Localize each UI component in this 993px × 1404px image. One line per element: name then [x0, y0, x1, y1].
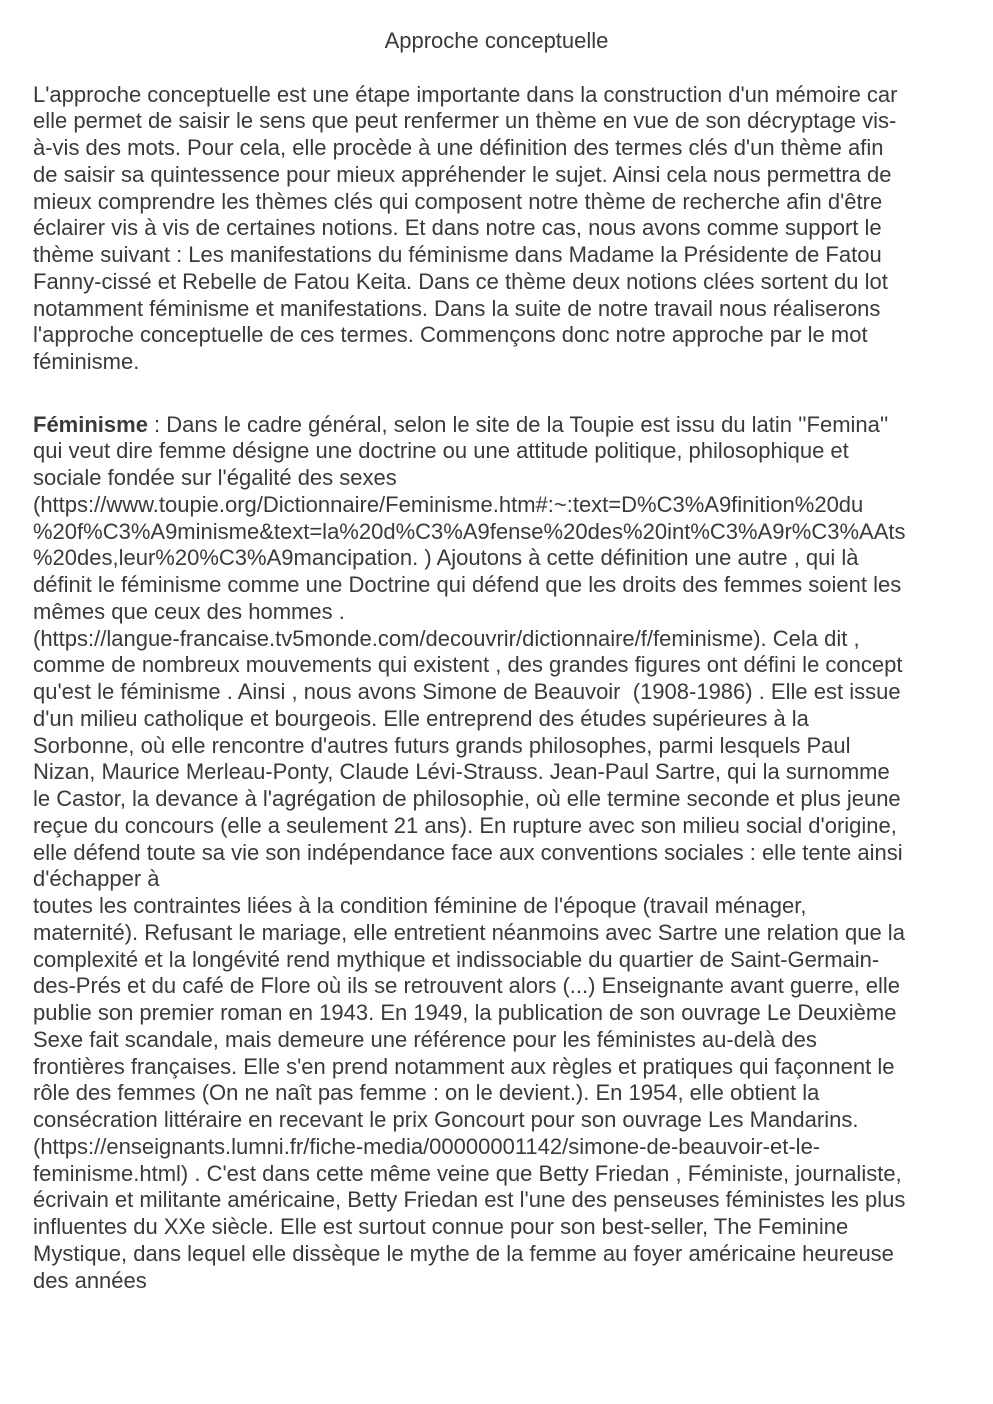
- text-line: L'approche conceptuelle est une étape importante dans la construction d'un mémoire car: [33, 81, 898, 107]
- text-line: influentes du XXe siècle. Elle est surtout connue pour son best-seller, The Feminine: [33, 1214, 849, 1239]
- text-line: (https://enseignants.lumni.fr/fiche-media/00000001142/simone-de-beauvoir-et-le-: [33, 1133, 821, 1159]
- text-line: Fanny-cissé et Rebelle de Fatou Keita. Dans ce thème deux notions clées sortent du lot: [33, 268, 888, 294]
- text-line: notamment féminisme et manifestations. Dans la suite de notre travail nous réaliserons: [33, 295, 881, 321]
- text-line: Féminisme : Dans le cadre général, selon le site de la Toupie est issu du latin ''Femina'': [33, 411, 889, 437]
- text-line: Nizan, Maurice Merleau-Ponty, Claude Lévi-Strauss. Jean-Paul Sartre, qui la surnomme: [33, 759, 890, 785]
- text-line: feminisme.html) . C'est dans cette même veine que Betty Friedan , Féministe, journaliste,: [33, 1160, 902, 1186]
- text-line: mêmes que ceux des hommes .: [33, 598, 345, 624]
- text-line: (https://langue-francaise.tv5monde.com/decouvrir/dictionnaire/f/feminisme). Cela dit ,: [33, 625, 860, 651]
- text-line: mieux comprendre les thèmes clés qui composent notre thème de recherche afin d'être: [33, 188, 883, 214]
- text-line: féminisme.: [33, 349, 140, 374]
- text-line: le Castor, la devance à l'agrégation de philosophie, où elle termine seconde et plus jeune: [33, 786, 901, 811]
- text-line: elle défend toute sa vie son indépendance face aux conventions sociales : elle tente ainsi: [33, 839, 903, 865]
- text-line: frontières françaises. Elle s'en prend notamment aux règles et pratiques qui façonnent le: [33, 1053, 895, 1079]
- text-line: comme de nombreux mouvements qui existent , des grandes figures ont défini le concept: [33, 652, 903, 678]
- text-line: Sexe fait scandale, mais demeure une référence pour les féministes au-delà des: [33, 1026, 817, 1052]
- text-line: %20f%C3%A9minisme&text=la%20d%C3%A9fense%20des%20int%C3%A9r%C3%AAts: [33, 518, 906, 544]
- text-line: qui veut dire femme désigne une doctrine ou une attitude politique, philosophique et: [33, 438, 849, 464]
- text-line: reçue du concours (elle a seulement 21 ans). En rupture avec son milieu social d'origine,: [33, 812, 897, 838]
- document-body: [33, 82, 993, 1295]
- text-line: consécration littéraire en recevant le prix Goncourt pour son ouvrage Les Mandarins.: [33, 1107, 859, 1132]
- text-line: (https://www.toupie.org/Dictionnaire/Feminisme.htm#:~:text=D%C3%A9finition%20du: [33, 491, 864, 517]
- text-line: Mystique, dans lequel elle dissèque le mythe de la femme au foyer américaine heureuse: [33, 1240, 894, 1266]
- text-line: à-vis des mots. Pour cela, elle procède à une définition des termes clés d'un thème afin: [33, 135, 884, 160]
- text-line: définit le féminisme comme une Doctrine qui défend que les droits des femmes soient les: [33, 572, 902, 597]
- paragraph-intro: [33, 82, 993, 376]
- text-line: publie son premier roman en 1943. En 1949, la publication de son ouvrage Le Deuxième: [33, 1000, 897, 1025]
- text-line: des années: [33, 1267, 147, 1293]
- text-line: l'approche conceptuelle de ces termes. Commençons donc notre approche par le mot: [33, 322, 868, 348]
- text-line: de saisir sa quintessence pour mieux appréhender le sujet. Ainsi cela nous permettra de: [33, 161, 892, 187]
- text-line: complexité et la longévité rend mythique et indissociable du quartier de Saint-Germain-: [33, 946, 880, 972]
- text-line: maternité). Refusant le mariage, elle entretient néanmoins avec Sartre une relation que la: [33, 919, 905, 945]
- text-line: toutes les contraintes liées à la condition féminine de l'époque (travail ménager,: [33, 893, 807, 918]
- text-line: Sorbonne, où elle rencontre d'autres futurs grands philosophes, parmi lesquels Paul: [33, 732, 851, 758]
- text-line: des-Prés et du café de Flore où ils se retrouvent alors (...) Enseignante avant guerre, elle: [33, 973, 901, 999]
- text-line: sociale fondée sur l'égalité des sexes: [33, 465, 397, 490]
- text-line: éclairer vis à vis de certaines notions. Et dans notre cas, nous avons comme support le: [33, 215, 882, 241]
- text-line: écrivain et militante américaine, Betty Friedan est l'une des penseuses féministes les plus: [33, 1187, 906, 1213]
- text-line: rôle des femmes (On ne naît pas femme : on le devient.). En 1954, elle obtient la: [33, 1080, 820, 1106]
- text-line: %20des,leur%20%C3%A9mancipation. ) Ajoutons à cette définition une autre , qui là: [33, 545, 859, 571]
- text-line: thème suivant : Les manifestations du féminisme dans Madame la Présidente de Fatou: [33, 242, 882, 267]
- text-line: qu'est le féminisme . Ainsi , nous avons Simone de Beauvoir (1908-1986) . Elle est issue: [33, 679, 901, 704]
- text-line: d'échapper à: [33, 866, 160, 892]
- text-line: elle permet de saisir le sens que peut renfermer un thème en vue de son décryptage vis-: [33, 108, 897, 134]
- text-line: d'un milieu catholique et bourgeois. Elle entreprend des études supérieures à la: [33, 705, 809, 731]
- paragraph-feminisme: [33, 412, 993, 1295]
- bold-lead-term: Féminisme: [33, 411, 148, 437]
- page-title: Approche conceptuelle: [384, 28, 609, 53]
